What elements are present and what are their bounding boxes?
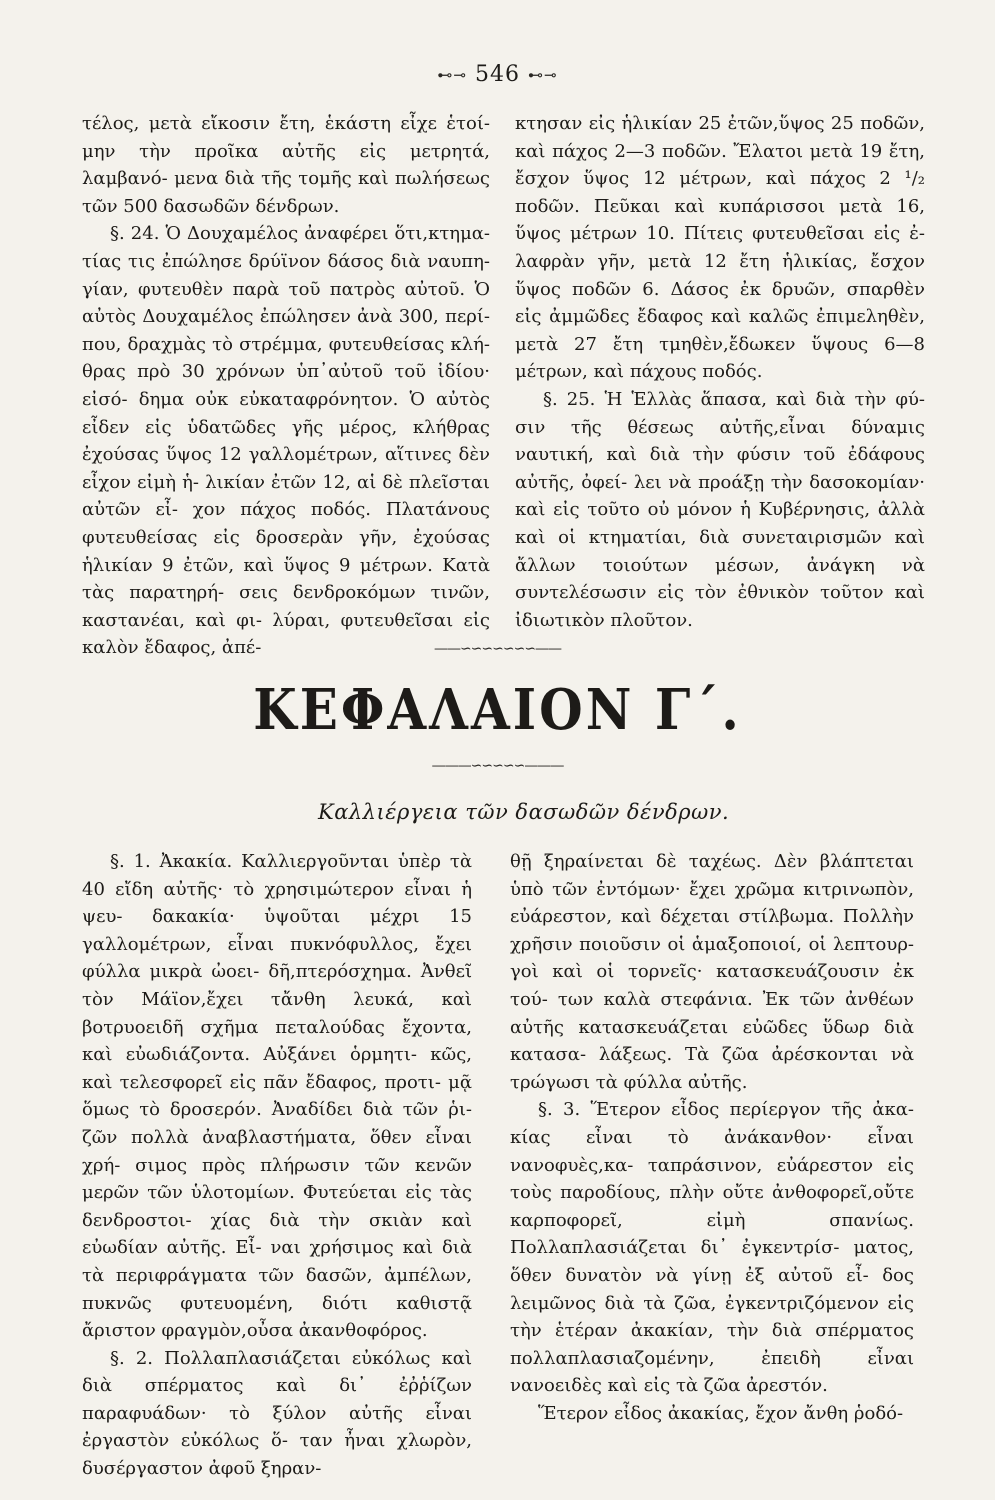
text-line: λαφρὰν γῆν, μετὰ 12 ἔτη ἡλικίας, ἔσχον (515, 250, 925, 272)
text-line: των καλὰ στεφάνια. Ἐκ τῶν ἀνθέων αὐτῆς (510, 988, 914, 1038)
text-line: γοὶ καὶ οἱ τορνεῖς· κατασκευάζουσιν ἐκ τού- (510, 961, 914, 1010)
text-line: γίαν, φυτευθὲν παρὰ τοῦ πατρὸς αὐτοῦ. Ὁ (82, 278, 490, 300)
text-line: 40 εἴδη αὐτῆς· τὸ χρησιμώτερον εἶναι ἡ ψευ- (82, 878, 472, 928)
text-line: §. 25. Ἡ Ἑλλὰς ἅπασα, καὶ διὰ τὴν φύ- (543, 388, 925, 410)
text-line: μενα διὰ τῆς τομῆς καὶ πωλήσεως τῶν 500 (82, 168, 490, 217)
text-line: λύραι, φυτευθεῖσαι εἰς καλὸν ἔδαφος, ἀπέ- (82, 609, 490, 659)
text-line: 12 γαλλομέτρων, αἵτινες δὲν εἶχον εἰμὴ ἡ- (82, 444, 490, 493)
text-line: σιν τῆς θέσεως αὐτῆς,εἶναι δύναμις ναυτική, (515, 416, 925, 466)
paragraph-24 (82, 220, 490, 662)
text-line: εἶναι πυκνόφυλλος, ἔχει φύλλα μικρὰ ὠοει- (82, 933, 472, 983)
text-line: δῆ,πτερόσχημα. Ἀνθεῖ τὸν Μάϊον,ἔχει τἄνθη (82, 961, 473, 1010)
text-line: καὶ πάχος 2—3 ποδῶν. Ἔλατοι μετὰ 19 (515, 140, 883, 162)
text-line: §. 1. Ἀκακία. Καλλιεργοῦνται ὑπὲρ τὰ (110, 851, 472, 872)
text-line: κίας εἶναι τὸ ἀνάκανθον· εἶναι νανοφυὲς,κα- (510, 1126, 914, 1176)
text-line: φύλλα αὐτῆς. (623, 1071, 748, 1093)
text-line: θῇ ξηραίνεται δὲ ταχέως. Δὲν βλάπτεται (510, 851, 914, 872)
paragraph-25 (515, 386, 925, 634)
text-line: 27 ἔτη τμηθὲν,ἔδωκεν ὕψους 6—8 μέτρων, (515, 333, 925, 383)
text-line: καθιστᾷ ἄριστον φραγμὸν,οὖσα ἀκανθοφόρος. (82, 1292, 472, 1342)
text-line: δασωδῶν δένδρων. (163, 195, 340, 217)
text-line: πλὴν οὔτε ἀνθοφορεῖ,οὔτε καρποφορεῖ, εἰμὴ (510, 1182, 914, 1231)
text-line: δημα οὐκ εὐκαταφρόνητον. Ὁ αὐτὸς εἶδεν εἰς (82, 388, 490, 438)
text-line: ἀμμῶδες ἔδαφος καὶ καλῶς ἐπιμεληθὲν, μετὰ (515, 306, 925, 355)
text-line: διὰ σπέρματος καὶ δι᾽ ἐῤῥίζων παραφυάδων· (82, 1375, 472, 1424)
text-line: κατασκευάζεται εὐῶδες ὕδωρ διὰ κατασα- (510, 1016, 914, 1066)
bottom-right-column (510, 848, 914, 1427)
text-line: ἔτη, ἔσχον ὕψος 12 μέτρων, καὶ πάχος 2 (515, 140, 925, 190)
text-line: θρας πρὸ 30 χρόνων ὑπ᾽αὐτοῦ τοῦ ἰδίου· εἰσό- (82, 361, 490, 410)
text-line: ὑπὸ τῶν ἐντόμων· ἔχει χρῶμα κιτρινωπὸν, (510, 878, 914, 900)
text-line: τὸ ξύλον αὐτῆς εἶναι ἐργαστὸν εὐκόλως ὅ- (82, 1402, 472, 1452)
text-line: μην τὴν προῖκα αὐτῆς εἰς μετρητά, λαμβανό- (82, 140, 490, 190)
text-line: ναι χρήσιμος καὶ διὰ τὰ περιφράγματα τῶν (82, 1237, 472, 1286)
text-line: εἰς τὴν ἑτέραν ἀκακίαν, τὴν διὰ σπέρματος (510, 1292, 914, 1342)
chapter-title: ΚΕΦΑΛΑΙΟΝ Γ΄. (253, 676, 742, 743)
paragraph-2 (82, 1345, 472, 1483)
text-line: τοιούτων μέσων, ἀνάγκη νὰ συντελέσωσιν (515, 554, 925, 604)
page-number-header (0, 62, 995, 87)
text-line: ὑλοτομίων. Φυτεύεται εἰς τὰς δενδροστοι- (82, 1182, 472, 1231)
text-line: μᾷ ὅμως τὸ δροσερόν. Ἀναδίδει διὰ τῶν ῥι- (82, 1071, 472, 1121)
text-line: κῶς, καὶ τελεσφορεῖ εἰς πᾶν ἔδαφος, προτι- (82, 1044, 472, 1093)
paragraph (515, 110, 925, 386)
text-line: Ἕτερον εἶδος ἀκακίας, ἔχον ἄνθη ῥοδό- (538, 1402, 904, 1424)
text-line: ὑδατῶδες γῆς μέρος, κλήθρας ἐχούσας ὕψος (82, 416, 490, 466)
text-line: §. 3. Ἕτερον εἶδος περίεργον τῆς ἀκα- (538, 1099, 914, 1121)
text-line: δασῶν, ἀμπέλων, πυκνῶς φυτευομένη, διότι (82, 1264, 472, 1314)
text-line: ἔχοντα, καὶ εὐωδιάζοντα. Αὐξάνει ὁρμητι- (82, 1016, 472, 1066)
text-line: εὐάρεστον, καὶ δέχεται στίλβωμα. Πολλὴν (510, 906, 914, 928)
paragraph-1 (82, 848, 472, 1345)
text-line: ¹/₂ ποδῶν. Πεῦκαι καὶ κυπάρισσοι μετὰ 16, (515, 168, 925, 217)
paragraph (82, 110, 490, 220)
text-line: κτηματίαι, διὰ συνεταιρισμῶν καὶ ἄλλων (515, 526, 925, 576)
text-line: ζῶν πολλὰ ἀναβλαστήματα, ὅθεν εἶναι χρή- (82, 1126, 472, 1176)
ornament-left: ⊷⊸ (437, 66, 467, 84)
text-line: εἰς τὸν ἐθνικὸν τοῦτον καὶ ἰδιωτικὸν πλοῦτον. (515, 582, 925, 631)
text-line: λάξεως. Τὰ ζῶα ἀρέσκονται νὰ τρώγωσι τὰ (510, 1044, 914, 1093)
text-line: χον πάχος ποδός. Πλατάνους φυτευθείσας (82, 499, 490, 548)
text-line: ματος, ὅθεν δυνατὸν νὰ γίνῃ ἐξ αὐτοῦ εἶ- (510, 1237, 914, 1286)
text-line: καὶ ὕψος 9 μέτρων. Κατὰ τὰς παρατηρή- (82, 554, 490, 604)
top-right-column (515, 110, 925, 634)
text-line: §. 2. Πολλαπλασιάζεται εὐκόλως καὶ (110, 1347, 472, 1369)
text-line: που, δραχμὰς τὸ στρέμμα, φυτευθείσας κλή- (82, 333, 490, 355)
decorative-divider-top: ——∽∽∽∽∽∽∽—— (433, 641, 562, 657)
page-number: 546 (475, 62, 520, 87)
text-line: λει νὰ προάξῃ τὴν δασοκομίαν· καὶ εἰς (515, 471, 925, 521)
text-line: σεις δενδροκόμων τινῶν, καστανέαι, καὶ φι- (82, 582, 490, 631)
text-line: καὶ εἰς τὰ ζῶα ἀρεστόν. (607, 1375, 828, 1397)
text-line: καὶ διὰ τὴν φύσιν τοῦ ἐδάφους αὐτῆς, ὀφεί- (515, 444, 925, 493)
paragraph (510, 848, 914, 1096)
top-left-column (82, 110, 490, 662)
paragraph-4 (510, 1400, 914, 1428)
text-line: αὐτὸς Δουχαμέλος ἐπώλησεν ἀνὰ 300, περί- (82, 306, 490, 328)
text-line: πολλαπλασιαζομένην, ἐπειδὴ εἶναι νανοειδὲς (510, 1347, 914, 1397)
bottom-left-column (82, 848, 472, 1483)
text-line: τέλος, μετὰ εἴκοσιν ἔτη, ἑκάστη εἶχε ἑτοί- (82, 113, 490, 134)
decorative-divider-bottom: ———∽∽∽∽∽——— (431, 758, 564, 774)
text-line: λικίαν ἐτῶν 12, αἱ δὲ πλεῖσται αὐτῶν εἶ- (82, 471, 490, 521)
text-line: εἰς δροσερὰν γῆν, ἐχούσας ἡλικίαν 9 ἐτῶν, (82, 526, 490, 576)
text-line: καὶ πάχους ποδός. (593, 361, 763, 383)
text-line: χίας διὰ τὴν σκιὰν καὶ εὐωδίαν αὐτῆς. Εἶ- (82, 1209, 472, 1259)
text-line: τίας τις ἐπώλησε δρύϊνον δάσος διὰ ναυπη- (82, 250, 490, 272)
text-line: ὕψος ποδῶν 6. Δάσος ἐκ δρυῶν, σπαρθὲν εἰς (515, 278, 925, 328)
text-line: σιμος πρὸς πλήρωσιν τῶν κενῶν μερῶν τῶν (82, 1154, 472, 1204)
text-line: τοῦτο οὐ μόνον ἡ Κυβέρνησις, ἀλλὰ καὶ οἱ (515, 499, 925, 548)
text-line: §. 24. Ὁ Δουχαμέλος ἀναφέρει ὅτι,κτημα- (110, 223, 490, 245)
paragraph-3 (510, 1096, 914, 1400)
text-line: ταπράσινον, εὐάρεστον εἰς τοὺς παροδίους, (510, 1154, 914, 1204)
text-line: δος λειμῶνος διὰ τὰ ζῶα, ἐγκεντριζόμενον (510, 1264, 914, 1314)
chapter-subtitle: Καλλιέργεια τῶν δασωδῶν δένδρων. (318, 800, 730, 824)
ornament-right: ⊷⊸ (528, 66, 558, 84)
text-line: ὕψος μέτρων 10. Πίτεις φυτευθεῖσαι εἰς ἐ- (515, 223, 925, 245)
text-line: χρῆσιν ποιοῦσιν οἱ ἁμαξοποιοί, οἱ λεπτουρ- (510, 933, 914, 955)
text-line: σπανίως. Πολλαπλασιάζεται δι᾽ ἐγκεντρίσ- (510, 1209, 914, 1259)
text-line: δακακία· ὑψοῦται μέχρι 15 γαλλομέτρων, (82, 906, 472, 955)
text-line: κτησαν εἰς ἡλικίαν 25 ἐτῶν,ὕψος 25 ποδῶν, (515, 113, 925, 134)
text-line: ταν ἦναι χλωρὸν, δυσέργαστον ἀφοῦ ξηραν- (82, 1430, 472, 1480)
text-line: λευκά, καὶ βοτρυοειδῆ σχῆμα πεταλούδας (82, 988, 472, 1038)
